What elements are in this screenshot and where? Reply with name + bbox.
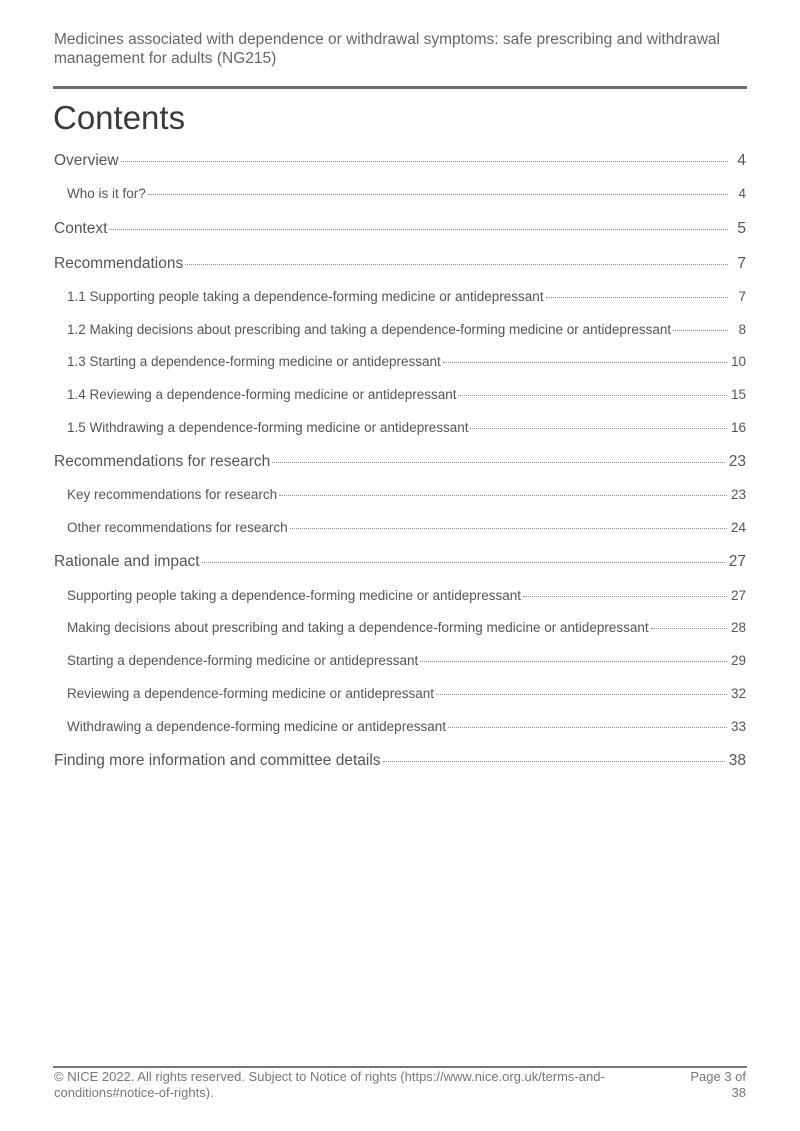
toc-entry-page[interactable]: 28 <box>730 620 746 635</box>
document-title: Medicines associated with dependence or withdrawal symptoms: safe prescribing and withdrawal management for adults (NG215) <box>54 31 720 67</box>
toc-entry-page[interactable]: 27 <box>730 588 746 603</box>
toc-dot-leader <box>202 562 725 563</box>
footer-page-number: Page 3 of 38 <box>690 1069 746 1100</box>
header-divider <box>53 86 747 89</box>
toc-entry-label[interactable]: Recommendations for research <box>54 453 271 470</box>
toc-entry-label[interactable]: Key recommendations for research <box>67 487 278 502</box>
toc-dot-leader <box>458 395 726 396</box>
footer-copyright: © NICE 2022. All rights reserved. Subject to Notice of rights (https://www.nice.org.uk/terms-and-conditions#notice-of-rights). <box>54 1069 605 1100</box>
toc-dot-leader <box>443 362 727 363</box>
toc-entry-page[interactable]: 7 <box>737 255 746 272</box>
toc-entry-label[interactable]: Rationale and impact <box>54 553 200 570</box>
toc-entry[interactable] <box>54 220 746 238</box>
toc-entry[interactable] <box>67 387 746 402</box>
toc-entry-page[interactable]: 10 <box>730 354 746 369</box>
toc-entry-label[interactable]: Supporting people taking a dependence-forming medicine or antidepressant <box>67 588 522 603</box>
toc-entry[interactable] <box>67 653 746 668</box>
toc-dot-leader <box>651 628 727 629</box>
toc-entry-page[interactable]: 4 <box>738 186 746 201</box>
toc-entry-page[interactable]: 24 <box>730 520 746 535</box>
toc-dot-leader <box>148 194 728 195</box>
toc-entry[interactable] <box>67 520 746 535</box>
toc-dot-leader <box>272 462 725 463</box>
toc-entry-label[interactable]: 1.2 Making decisions about prescribing and taking a dependence-forming medicine or antidepressant <box>67 322 672 337</box>
toc-dot-leader <box>185 264 728 265</box>
toc-entry-label[interactable]: Recommendations <box>54 255 184 272</box>
toc-dot-leader <box>279 495 727 496</box>
toc-entry-page[interactable]: 15 <box>730 387 746 402</box>
toc-entry[interactable] <box>67 686 746 701</box>
toc-entry-page[interactable]: 29 <box>730 653 746 668</box>
toc-dot-leader <box>546 297 728 298</box>
toc-entry[interactable] <box>54 752 746 770</box>
toc-dot-leader <box>420 661 727 662</box>
toc-dot-leader <box>121 161 728 162</box>
document-header <box>54 30 746 68</box>
toc-entry-page[interactable]: 5 <box>737 220 746 237</box>
toc-dot-leader <box>436 694 727 695</box>
toc-entry[interactable] <box>54 255 746 273</box>
toc-entry-page[interactable]: 23 <box>730 487 746 502</box>
toc-dot-leader <box>448 727 727 728</box>
toc-entry[interactable] <box>54 553 746 571</box>
toc-entry[interactable] <box>54 152 746 170</box>
toc-entry[interactable] <box>67 719 746 734</box>
toc-entry-page[interactable]: 16 <box>730 420 746 435</box>
toc-entry[interactable] <box>67 487 746 502</box>
toc-entry-label[interactable]: Reviewing a dependence-forming medicine or antidepressant <box>67 686 434 701</box>
contents-heading: Contents <box>53 99 186 136</box>
toc-dot-leader <box>383 761 725 762</box>
toc-entry-label[interactable]: Other recommendations for research <box>67 520 288 535</box>
toc-entry-label[interactable]: 1.1 Supporting people taking a dependence-forming medicine or antidepressant <box>67 289 544 304</box>
toc-entry[interactable] <box>54 453 746 471</box>
toc-entry-page[interactable]: 4 <box>737 152 746 169</box>
toc-entry-label[interactable]: Who is it for? <box>67 186 146 201</box>
toc-entry-label[interactable]: Finding more information and committee details <box>54 752 381 769</box>
toc-dot-leader <box>290 528 727 529</box>
toc-entry[interactable] <box>67 322 746 337</box>
toc-entry-label[interactable]: Context <box>54 220 108 237</box>
toc-entry[interactable] <box>67 620 746 635</box>
toc-dot-leader <box>470 428 726 429</box>
toc-entry[interactable] <box>67 289 746 304</box>
footer-divider <box>53 1066 747 1068</box>
toc-entry-page[interactable]: 33 <box>730 719 746 734</box>
toc-entry-page[interactable]: 27 <box>728 553 746 570</box>
toc-entry[interactable] <box>67 354 746 369</box>
toc-entry[interactable] <box>67 588 746 603</box>
toc-entry-page[interactable]: 23 <box>728 453 746 470</box>
toc-entry-page[interactable]: 38 <box>728 752 746 769</box>
toc-entry-page[interactable]: 8 <box>738 322 746 337</box>
toc-entry-label[interactable]: Making decisions about prescribing and taking a dependence-forming medicine or antidepressant <box>67 620 649 635</box>
toc-entry-label[interactable]: Overview <box>54 152 119 169</box>
toc-entry[interactable] <box>67 420 746 435</box>
toc-entry-page[interactable]: 7 <box>738 289 746 304</box>
toc-entry-label[interactable]: 1.3 Starting a dependence-forming medicine or antidepressant <box>67 354 441 369</box>
toc-entry-label[interactable]: Starting a dependence-forming medicine or antidepressant <box>67 653 419 668</box>
toc-entry-page[interactable]: 32 <box>730 686 746 701</box>
toc-entry[interactable] <box>67 186 746 201</box>
toc-entry-label[interactable]: Withdrawing a dependence-forming medicine or antidepressant <box>67 719 446 734</box>
toc-dot-leader <box>673 330 728 331</box>
toc-entry-label[interactable]: 1.4 Reviewing a dependence-forming medicine or antidepressant <box>67 387 457 402</box>
toc-dot-leader <box>523 596 727 597</box>
toc-dot-leader <box>109 229 728 230</box>
toc-entry-label[interactable]: 1.5 Withdrawing a dependence-forming medicine or antidepressant <box>67 420 469 435</box>
